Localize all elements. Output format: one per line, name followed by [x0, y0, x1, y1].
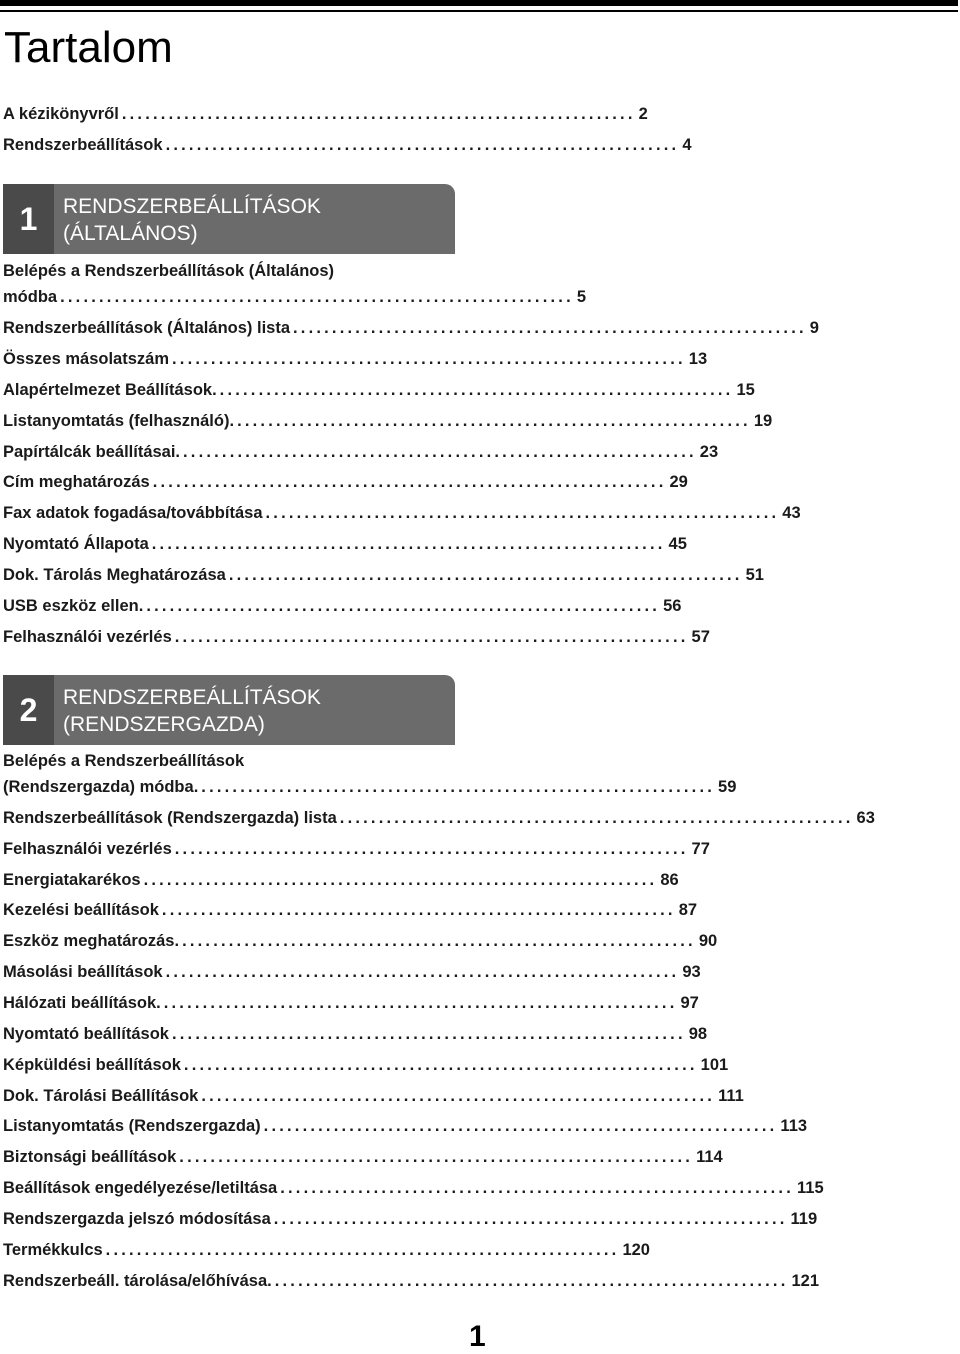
dot-leader: ..................................................................: [263, 1117, 778, 1136]
toc-entry-title: (Rendszergazda) módba.: [3, 778, 199, 796]
toc-entry-title: A kézikönyvről: [3, 105, 119, 123]
dot-leader: ..................................................................: [146, 597, 661, 615]
toc-entry-page: 13: [688, 349, 708, 368]
chapter-header: [3, 184, 455, 254]
chapter-title: [63, 684, 321, 738]
dot-leader: ..................................................................: [219, 380, 734, 399]
toc-entry[interactable]: [3, 835, 710, 859]
chapter-title-line: (RENDSZERGAZDA): [63, 713, 265, 736]
dot-leader: ..................................................................: [151, 535, 666, 554]
chapter-title-line: RENDSZERBEÁLLÍTÁSOK: [63, 686, 321, 709]
toc-entry-page: 115: [797, 1179, 824, 1198]
toc-entry-page: 114: [696, 1148, 723, 1167]
toc-entry-title: Dok. Tárolási Beállítások: [3, 1086, 199, 1105]
toc-entry[interactable]: [3, 1051, 729, 1075]
toc-entry-page: 45: [668, 535, 687, 554]
toc-entry-page: 111: [718, 1086, 744, 1105]
top-rule-thin: [0, 10, 958, 12]
dot-leader: ..................................................................: [273, 1209, 788, 1228]
toc-entry-title: módba: [3, 288, 58, 306]
toc-entry[interactable]: [3, 1205, 818, 1229]
dot-leader: ..................................................................: [201, 778, 716, 796]
toc-entry-page: 29: [669, 473, 688, 492]
toc-entry-page: 56: [663, 597, 682, 615]
dot-leader: ..................................................................: [183, 1055, 698, 1074]
dot-leader: ..................................................................: [179, 1148, 694, 1167]
toc-entry-title: Felhasználói vezérlés: [3, 839, 172, 858]
toc-entry-page: 87: [678, 901, 698, 920]
toc-entry-title: Képküldési beállítások: [3, 1055, 181, 1074]
toc-entry[interactable]: [3, 623, 710, 647]
toc-entry[interactable]: [3, 927, 718, 951]
toc-entry-page: 120: [622, 1240, 650, 1259]
toc-entry[interactable]: [3, 592, 682, 616]
toc-entry[interactable]: [3, 866, 679, 890]
toc-entry-title: Rendszerbeáll. tárolása/előhívása.: [3, 1271, 272, 1290]
toc-entry[interactable]: [3, 1143, 723, 1167]
toc-entry-title: Biztonsági beállítások: [3, 1148, 177, 1167]
toc-entry[interactable]: [3, 1267, 820, 1291]
toc-entry[interactable]: [3, 131, 692, 155]
toc-entry-page: 4: [682, 136, 692, 154]
toc-entry-title: Termékkulcs: [3, 1240, 103, 1259]
toc-entry-title: Cím meghatározás: [3, 473, 150, 492]
toc-entry-first-line[interactable]: Belépés a Rendszerbeállítások: [3, 752, 245, 770]
toc-entry-title: Rendszergazda jelszó módosítása: [3, 1209, 271, 1228]
dot-leader: ..................................................................: [152, 473, 667, 492]
toc-entry-title: Nyomtató Állapota: [3, 535, 149, 554]
dot-leader: ..................................................................: [237, 411, 751, 430]
toc-entry[interactable]: [3, 896, 698, 920]
toc-entry-page: 23: [699, 442, 719, 461]
dot-leader: ..................................................................: [183, 442, 697, 461]
dot-leader: ..................................................................: [105, 1240, 620, 1259]
toc-entry[interactable]: [3, 1236, 650, 1260]
dot-leader: ..................................................................: [121, 105, 636, 123]
toc-entry-page: 86: [660, 870, 679, 889]
toc-entry[interactable]: [3, 468, 688, 492]
toc-entry[interactable]: [3, 1020, 708, 1044]
chapter-number: 1: [3, 184, 54, 254]
dot-leader: ..................................................................: [339, 808, 854, 827]
toc-entry[interactable]: [3, 1112, 808, 1136]
toc-entry-page: 19: [753, 411, 773, 430]
toc-entry[interactable]: [3, 376, 755, 400]
dot-leader: ..................................................................: [265, 504, 780, 523]
toc-entry-page: 93: [682, 963, 701, 982]
toc-entry[interactable]: [3, 407, 773, 431]
chapter-title-line: RENDSZERBEÁLLÍTÁSOK: [63, 195, 321, 218]
toc-entry-page: 77: [691, 839, 710, 858]
toc-entry-page: 15: [736, 380, 755, 399]
dot-leader: ..................................................................: [172, 349, 686, 368]
dot-leader: ..................................................................: [274, 1271, 789, 1290]
toc-entry-title: Eszköz meghatározás.: [3, 932, 180, 951]
toc-entry-page: 97: [680, 993, 699, 1012]
chapter-title-line: (ÁLTALÁNOS): [63, 222, 198, 245]
toc-entry-title: Listanyomtatás (Rendszergazda): [3, 1117, 261, 1136]
toc-entry-page: 101: [700, 1055, 729, 1074]
page-number: 1: [469, 1320, 486, 1353]
toc-entry-title: Beállítások engedélyezése/letiltása: [3, 1179, 278, 1198]
top-rule: [0, 0, 958, 6]
dot-leader: ..................................................................: [171, 1024, 686, 1043]
toc-entry-page: 5: [576, 288, 587, 306]
dot-leader: ..................................................................: [201, 1086, 716, 1105]
toc-entry-title: USB eszköz ellen.: [3, 597, 144, 615]
toc-entry[interactable]: [3, 773, 737, 797]
toc-entry-title: Alapértelmezet Beállítások.: [3, 380, 217, 399]
toc-entry-page: 51: [745, 566, 764, 585]
dot-leader: ..................................................................: [182, 932, 696, 951]
toc-entry-title: Listanyomtatás (felhasználó).: [3, 411, 235, 430]
toc-entry-title: Másolási beállítások: [3, 963, 163, 982]
toc-entry[interactable]: [3, 100, 648, 124]
toc-entry-first-line[interactable]: Belépés a Rendszerbeállítások (Általános): [3, 262, 335, 280]
toc-entry-page: 43: [782, 504, 801, 523]
toc-entry-title: Felhasználói vezérlés: [3, 627, 172, 646]
toc-entry[interactable]: [3, 1082, 744, 1106]
chapter-title: [63, 193, 321, 247]
dot-leader: ..................................................................: [161, 901, 676, 920]
toc-entry[interactable]: [3, 283, 587, 307]
toc-entry-title: Összes másolatszám: [3, 349, 170, 368]
chapter-header: [3, 675, 455, 745]
dot-leader: ..................................................................: [165, 963, 680, 982]
dot-leader: ..................................................................: [280, 1179, 794, 1198]
toc-entry-title: Rendszerbeállítások: [3, 136, 163, 154]
dot-leader: ..................................................................: [174, 627, 689, 646]
toc-entry[interactable]: [3, 438, 719, 462]
dot-leader: ..................................................................: [293, 318, 807, 337]
toc-entry-title: Hálózati beállítások.: [3, 993, 161, 1012]
toc-entry-title: Kezelési beállítások: [3, 901, 159, 920]
toc-entry-page: 59: [718, 778, 737, 796]
toc-entry-title: Dok. Tárolás Meghatározása: [3, 566, 226, 585]
dot-leader: ..................................................................: [174, 839, 689, 858]
toc-entry[interactable]: [3, 1174, 824, 1198]
toc-entry[interactable]: [3, 561, 764, 585]
toc-entry-page: 98: [688, 1024, 708, 1043]
toc-entry-page: 63: [856, 808, 875, 827]
toc-entry[interactable]: [3, 804, 875, 828]
page-title: Tartalom: [4, 23, 173, 72]
toc-entry-page: 121: [791, 1271, 820, 1290]
dot-leader: ..................................................................: [143, 870, 658, 889]
toc-entry[interactable]: [3, 958, 701, 982]
chapter-number: 2: [3, 675, 54, 745]
dot-leader: ..................................................................: [165, 136, 680, 154]
dot-leader: ..................................................................: [228, 566, 743, 585]
toc-entry-title: Fax adatok fogadása/továbbítása: [3, 504, 263, 523]
toc-entry-page: 57: [691, 627, 710, 646]
toc-entry-page: 90: [698, 932, 718, 951]
dot-leader: ..................................................................: [60, 288, 574, 306]
toc-entry[interactable]: [3, 345, 708, 369]
toc-entry-page: 119: [790, 1209, 818, 1228]
toc-entry[interactable]: [3, 989, 699, 1013]
toc-entry-title: Rendszerbeállítások (Általános) lista: [3, 318, 291, 337]
toc-entry[interactable]: [3, 314, 819, 338]
toc-entry-title: Nyomtató beállítások: [3, 1024, 169, 1043]
toc-entry-page: 9: [809, 318, 819, 337]
toc-entry[interactable]: [3, 530, 687, 554]
toc-entry-title: Energiatakarékos: [3, 870, 141, 889]
toc-entry[interactable]: [3, 499, 801, 523]
toc-entry-title: Rendszerbeállítások (Rendszergazda) lista: [3, 808, 337, 827]
toc-entry-page: 2: [638, 105, 648, 123]
toc-entry-page: 113: [780, 1117, 808, 1136]
dot-leader: ..................................................................: [163, 993, 678, 1012]
toc-entry-title: Papírtálcák beállításai.: [3, 442, 181, 461]
